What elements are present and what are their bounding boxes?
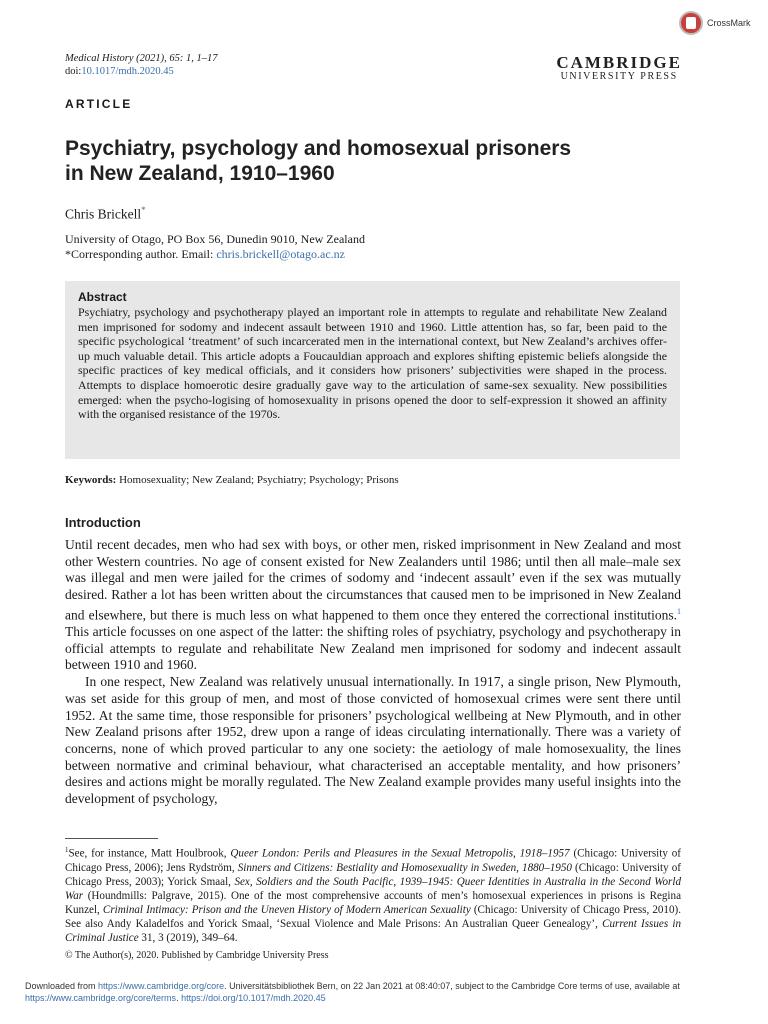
author-email-link[interactable]: chris.brickell@otago.ac.nz bbox=[216, 247, 345, 261]
corresponding-label: *Corresponding author. Email: bbox=[65, 247, 217, 261]
article-title bbox=[65, 136, 685, 186]
publisher-subtitle: UNIVERSITY PRESS bbox=[560, 71, 678, 82]
download-notice: Downloaded from https://www.cambridge.org/core. Universitätsbibliothek Bern, on 22 Jan 2021 at 08:40:07, subject to the Cambridge Core terms of use, available at https://www.cambridge.org/core/terms. https://doi.org/10.1017/mdh.2020.45 bbox=[25, 981, 680, 1003]
abstract-text: Psychiatry, psychology and psychotherapy played an important role in attempts to regulate and rehabilitate New Zealand men imprisoned for sodomy and indecent assault between 1910 and 1960. Little attention has, so far, been paid to the specific psychological ‘treatment’ of such incarcerated men in the international context, but New Zealand’s archives offer-up much valuable detail. This article adopts a Foucauldian approach and explores shifting epistemic beliefs alongside the specific practices of key medical officials, and it considers how prisoners’ subjectivities were shaped in the process. Attempts to displace homoerotic desire gradually gave way to the articulation of same-sex sexuality. New possibilities emerged: when the psycho-logising of homosexuality in prisons opened the door to self-expression it showed an affinity with the organised resistance of the 1970s. bbox=[78, 305, 667, 422]
author-marker: * bbox=[141, 205, 146, 215]
cambridge-core-link[interactable]: https://www.cambridge.org/core bbox=[98, 981, 225, 991]
footnote-1: $^1$See, for instance, Matt Houlbrook, Queer London: Perils and Pleasures in the Sexual Metropolis, 1918–1957 (Chicago: University of Chicago Press, 2006); Jens Rydström, Sinners and Citizens: Bestiality and Homosexuality in Sweden, 1880–1950 (Chicago: University of Chicago Press, 2003); Yorick Smaal, Sex, Soldiers and the South Pacific, 1939–1945: Queer Identities in Australia in the Second World War (Houndmills: Palgrave, 2015). One of the most comprehensive accounts of men’s homosexual experiences in prisons is Regina Kunzel, Criminal Intimacy: Prison and the Uneven History of Modern American Sexuality (Chicago: University of Chicago Press, 2010). See also Andy Kaladelfos and Yorick Smaal, ‘Sexual Violence and Male Prisons: An Australian Queer Genealogy’, Current Issues in Criminal Justice 31, 3 (2019), 349–64. bbox=[65, 846, 681, 944]
affiliation bbox=[65, 232, 365, 262]
doi-url-link[interactable]: https://doi.org/10.1017/mdh.2020.45 bbox=[181, 993, 326, 1003]
paragraph-2: In one respect, New Zealand was relatively unusual internationally. In 1917, a single prison, New Plymouth, was set aside for this group of men, and most of those convicted of homosexual crimes were sent there until 1952. At the same time, those responsible for prisoners’ psychological wellbeing at New Plymouth, and in other New Zealand prisons after 1952, drew upon a range of ideas circulating internationally. There was a variety of concerns, none of which proved particular to any one society: the aetiology of male homosexuality, the lines between normative and criminal behaviour, what characterised an acceptable mentality, and how prisoners’ desires and actions might be morally regulated. The New Zealand example provides many useful insights into the development of psychology, bbox=[65, 674, 681, 807]
journal-citation: Medical History (2021), 65: 1, 1–17 bbox=[65, 53, 218, 64]
journal-info bbox=[65, 52, 218, 78]
terms-link[interactable]: https://www.cambridge.org/core/terms bbox=[25, 993, 177, 1003]
doi-link[interactable]: 10.1017/mdh.2020.45 bbox=[81, 66, 174, 77]
body-text bbox=[65, 537, 681, 808]
title-line-2: in New Zealand, 1910–1960 bbox=[65, 162, 335, 185]
affiliation-address: University of Otago, PO Box 56, Dunedin 9010, New Zealand bbox=[65, 232, 365, 246]
keywords-list: Homosexuality; New Zealand; Psychiatry; Psychology; Prisons bbox=[119, 474, 399, 486]
article-type: ARTICLE bbox=[65, 97, 133, 111]
author-name bbox=[65, 205, 146, 223]
author-name-text: Chris Brickell bbox=[65, 206, 142, 222]
keywords-label: Keywords: bbox=[65, 474, 117, 486]
abstract-heading: Abstract bbox=[78, 290, 127, 304]
section-heading-introduction: Introduction bbox=[65, 515, 141, 530]
copyright-notice: © The Author(s), 2020. Published by Cambridge University Press bbox=[65, 950, 329, 961]
footnote-number: 1 bbox=[65, 846, 69, 854]
footnote-divider bbox=[65, 838, 158, 839]
keywords bbox=[65, 474, 685, 486]
doi-label: doi: bbox=[65, 66, 82, 77]
crossmark-label: CrossMark bbox=[707, 18, 751, 28]
footnote-ref-1[interactable]: 1 bbox=[677, 606, 681, 616]
title-line-1: Psychiatry, psychology and homosexual prisoners bbox=[65, 137, 572, 160]
abstract-box bbox=[65, 281, 680, 459]
paragraph-1: Until recent decades, men who had sex with boys, or other men, risked imprisonment in New Zealand and most other Western countries. No age of consent existed for New Zealanders until 1986; until then all male–male sex was illegal and men were jailed for the crimes of sodomy and ‘indecent assault’ even if the sex was mutually desired. Rather a lot has been written about the circumstances that caused men to be imprisoned in New Zealand and elsewhere, but there is much less on what happened to them once they entered the correctional institutions.$^1$ This article focusses on one aspect of the latter: the shifting roles of psychiatry, psychology and psychotherapy in official attempts to regulate and rehabilitate New Zealand men imprisoned for sodomy and indecent assault between 1910 and 1960. bbox=[65, 537, 681, 673]
publisher-name: CAMBRIDGE bbox=[556, 53, 682, 72]
crossmark-icon bbox=[679, 11, 703, 35]
crossmark-badge[interactable] bbox=[679, 11, 751, 35]
publisher-logo bbox=[556, 54, 682, 83]
